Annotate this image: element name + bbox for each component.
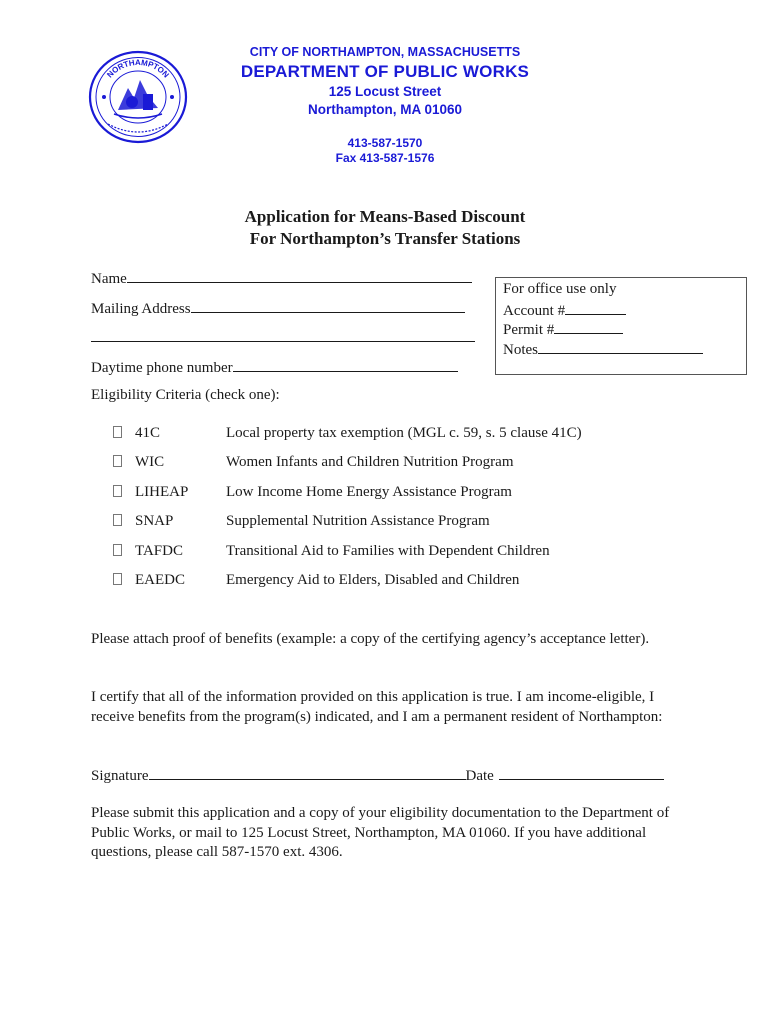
criteria-description: Local property tax exemption (MGL c. 59, s. 5 clause 41C) (226, 425, 582, 441)
criteria-checkbox[interactable] (113, 544, 122, 556)
criteria-code: SNAP (135, 513, 174, 529)
office-permit-line[interactable] (554, 319, 623, 334)
criteria-description: Supplemental Nutrition Assistance Program (226, 513, 490, 529)
office-notes-label: Notes (503, 342, 538, 358)
criteria-code: WIC (135, 454, 165, 470)
criteria-description: Transitional Aid to Families with Dependent Children (226, 543, 550, 559)
criteria-row-wic[interactable] (110, 454, 710, 474)
criteria-checkbox[interactable] (113, 485, 122, 497)
svg-text:NORTHAMPTON: NORTHAMPTON (105, 57, 171, 80)
criteria-row-liheap[interactable] (110, 484, 710, 504)
signature-row (91, 765, 664, 785)
criteria-checkbox[interactable] (113, 573, 122, 585)
mailing-address-line-2[interactable] (91, 327, 475, 347)
daytime-phone-field[interactable] (91, 357, 458, 377)
daytime-phone-line[interactable] (233, 357, 458, 372)
mailing-address-field[interactable] (91, 298, 465, 318)
mailing-address-line2[interactable] (91, 327, 475, 342)
letterhead-phone: 413-587-1570 (347, 136, 423, 150)
office-notes-field[interactable] (503, 339, 703, 359)
criteria-row-eaedc[interactable] (110, 572, 710, 592)
office-account-line[interactable] (565, 300, 626, 315)
letterhead-street: 125 Locust Street (328, 84, 442, 99)
letterhead-city-state: Northampton, MA 01060 (307, 102, 463, 117)
office-notes-line[interactable] (538, 339, 703, 354)
certification-paragraph: I certify that all of the information provided on this application is true. I am income-eligible, I receive benefits from the program(s) indicated, and I am a permanent resident of Northampton: (91, 689, 663, 725)
signature-label: Signature (91, 768, 149, 784)
criteria-row-41c[interactable] (110, 425, 710, 445)
letterhead-city: CITY OF NORTHAMPTON, MASSACHUSETTS (249, 45, 521, 59)
criteria-row-tafdc[interactable] (110, 543, 710, 563)
signature-line[interactable] (149, 765, 466, 780)
criteria-description: Emergency Aid to Elders, Disabled and Children (226, 572, 520, 588)
name-line[interactable] (127, 268, 472, 283)
office-use-box (495, 277, 747, 375)
criteria-checkbox[interactable] (113, 514, 122, 526)
criteria-code: 41C (135, 425, 161, 441)
name-label: Name (91, 271, 127, 287)
date-line[interactable] (499, 765, 664, 780)
criteria-code: LIHEAP (135, 484, 189, 500)
eligibility-heading: Eligibility Criteria (check one): (91, 387, 280, 403)
criteria-code: TAFDC (135, 543, 183, 559)
criteria-code: EAEDC (135, 572, 185, 588)
office-account-field[interactable] (503, 300, 626, 320)
criteria-checkbox[interactable] (113, 455, 122, 467)
date-label: Date (465, 768, 494, 784)
submission-paragraph: Please submit this application and a copy of your eligibility documentation to the Department of Public Works, or mail to 125 Locust Street, Northampton, MA 01060. If you have additional questions, please call 587-1570 ext. 4306. (91, 805, 670, 860)
form-title: Application for Means-Based Discount (244, 207, 526, 226)
attach-proof-paragraph: Please attach proof of benefits (example: a copy of the certifying agency’s acceptance letter). (91, 631, 650, 647)
letterhead-department: DEPARTMENT OF PUBLIC WORKS (240, 62, 530, 81)
criteria-description: Low Income Home Energy Assistance Program (226, 484, 512, 500)
office-use-heading: For office use only (503, 281, 617, 297)
form-subtitle: For Northampton’s Transfer Stations (249, 229, 521, 248)
mailing-address-line[interactable] (191, 298, 465, 313)
daytime-phone-label: Daytime phone number (91, 360, 233, 376)
office-account-label: Account # (503, 303, 566, 319)
criteria-row-snap[interactable] (110, 513, 710, 533)
name-field[interactable] (91, 268, 472, 288)
criteria-checkbox[interactable] (113, 426, 122, 438)
office-permit-field[interactable] (503, 319, 623, 339)
letterhead-fax: Fax 413-587-1576 (335, 151, 435, 165)
mailing-address-label: Mailing Address (91, 301, 191, 317)
criteria-description: Women Infants and Children Nutrition Program (226, 454, 514, 470)
office-permit-label: Permit # (503, 322, 555, 338)
